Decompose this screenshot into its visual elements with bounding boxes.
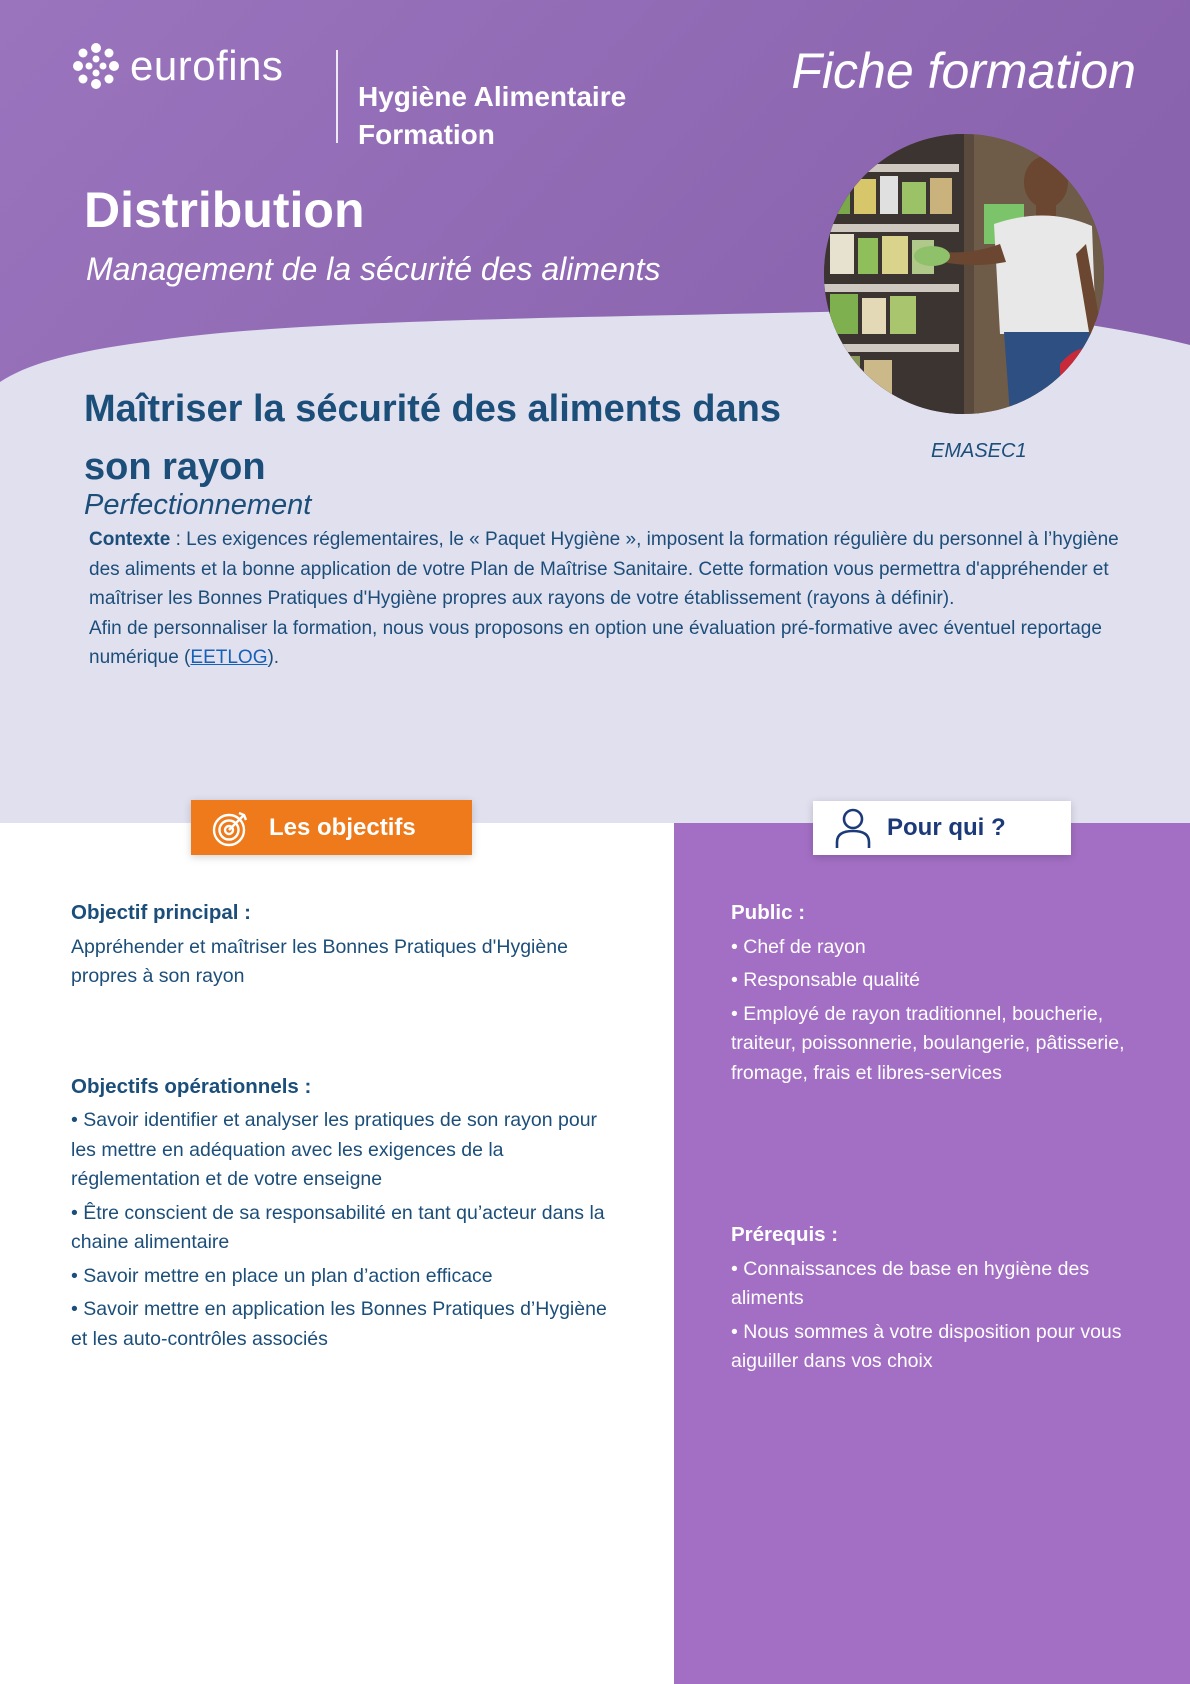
operational-objectives-heading: Objectifs opérationnels :	[71, 1074, 312, 1098]
objectives-badge-label: Les objectifs	[269, 813, 416, 841]
list-item: • Chef de rayon	[731, 933, 1141, 963]
document-label: Fiche formation	[791, 43, 1136, 99]
main-objective-heading: Objectif principal :	[71, 901, 251, 924]
list-item: • Savoir identifier et analyser les pratiques de son rayon pour les mettre en adéquation avec les exigences de la réglementation et de votre enseigne	[71, 1106, 611, 1195]
brand-subtitle	[358, 78, 626, 154]
eurofins-logo-icon	[72, 42, 120, 90]
person-icon	[833, 806, 873, 850]
option-paragraph	[89, 614, 1119, 673]
audience-badge-label: Pour qui ?	[887, 814, 1006, 841]
course-code: EMASEC1	[931, 440, 1027, 462]
shopper-photo	[824, 134, 1104, 414]
shopper-photo-illustration	[824, 134, 1104, 414]
option-text-before: Afin de personnaliser la formation, nous vous proposons en option une évaluation pré-formative avec éventuel reportage numérique (	[89, 617, 1102, 668]
prerequisites-heading: Prérequis :	[731, 1223, 839, 1247]
list-item: • Savoir mettre en application les Bonnes Pratiques d’Hygiène et les auto-contrôles associés	[71, 1295, 611, 1354]
objectives-badge	[191, 800, 472, 855]
list-item: • Employé de rayon traditionnel, boucherie, traiteur, poissonnerie, boulangerie, pâtisserie, fromage, frais et libres-services	[731, 1000, 1141, 1089]
page-subtitle: Management de la sécurité des aliments	[86, 251, 661, 287]
context-label: Contexte	[89, 529, 171, 550]
public-list	[731, 933, 1141, 1089]
brand-subtitle-line2: Formation	[358, 119, 495, 150]
audience-section	[731, 900, 1141, 1381]
eetlog-link[interactable]: EETLOG	[190, 647, 268, 668]
brand-subtitle-line1: Hygiène Alimentaire	[358, 81, 627, 112]
audience-badge	[813, 801, 1071, 855]
page-title: Distribution	[84, 182, 365, 238]
prerequisites-list	[731, 1255, 1141, 1377]
course-level: Perfectionnement	[84, 489, 312, 521]
objectives-section	[71, 900, 611, 1358]
list-item: • Connaissances de base en hygiène des aliments	[731, 1255, 1141, 1314]
context-section	[89, 525, 1119, 673]
main-objective-text: Appréhender et maîtriser les Bonnes Pratiques d'Hygiène propres à son rayon	[71, 935, 568, 988]
logo-divider	[336, 50, 338, 143]
context-paragraph	[89, 525, 1119, 614]
context-text: : Les exigences réglementaires, le « Paquet Hygiène », imposent la formation régulière du personnel à l’hygiène des aliments et la bonne application de votre Plan de Maîtrise Sanitaire. Cette formation vous permettra d'appréhender et maîtriser les Bonnes Pratiques d'Hygiène propres aux rayons de votre établissement (rayons à définir).	[89, 529, 1119, 609]
option-text-after: ).	[267, 647, 280, 668]
public-heading: Public :	[731, 901, 806, 924]
eurofins-logo	[72, 42, 283, 90]
list-item: • Responsable qualité	[731, 966, 1141, 996]
list-item: • Être conscient de sa responsabilité en tant qu’acteur dans la chaine alimentaire	[71, 1199, 611, 1258]
operational-objectives-list	[71, 1106, 611, 1354]
brand-name: eurofins	[130, 42, 284, 89]
target-icon	[211, 808, 251, 848]
list-item: • Savoir mettre en place un plan d’action efficace	[71, 1262, 611, 1292]
course-title: Maîtriser la sécurité des aliments dans son rayon	[84, 388, 781, 488]
list-item: • Nous sommes à votre disposition pour vous aiguiller dans vos choix	[731, 1318, 1141, 1377]
